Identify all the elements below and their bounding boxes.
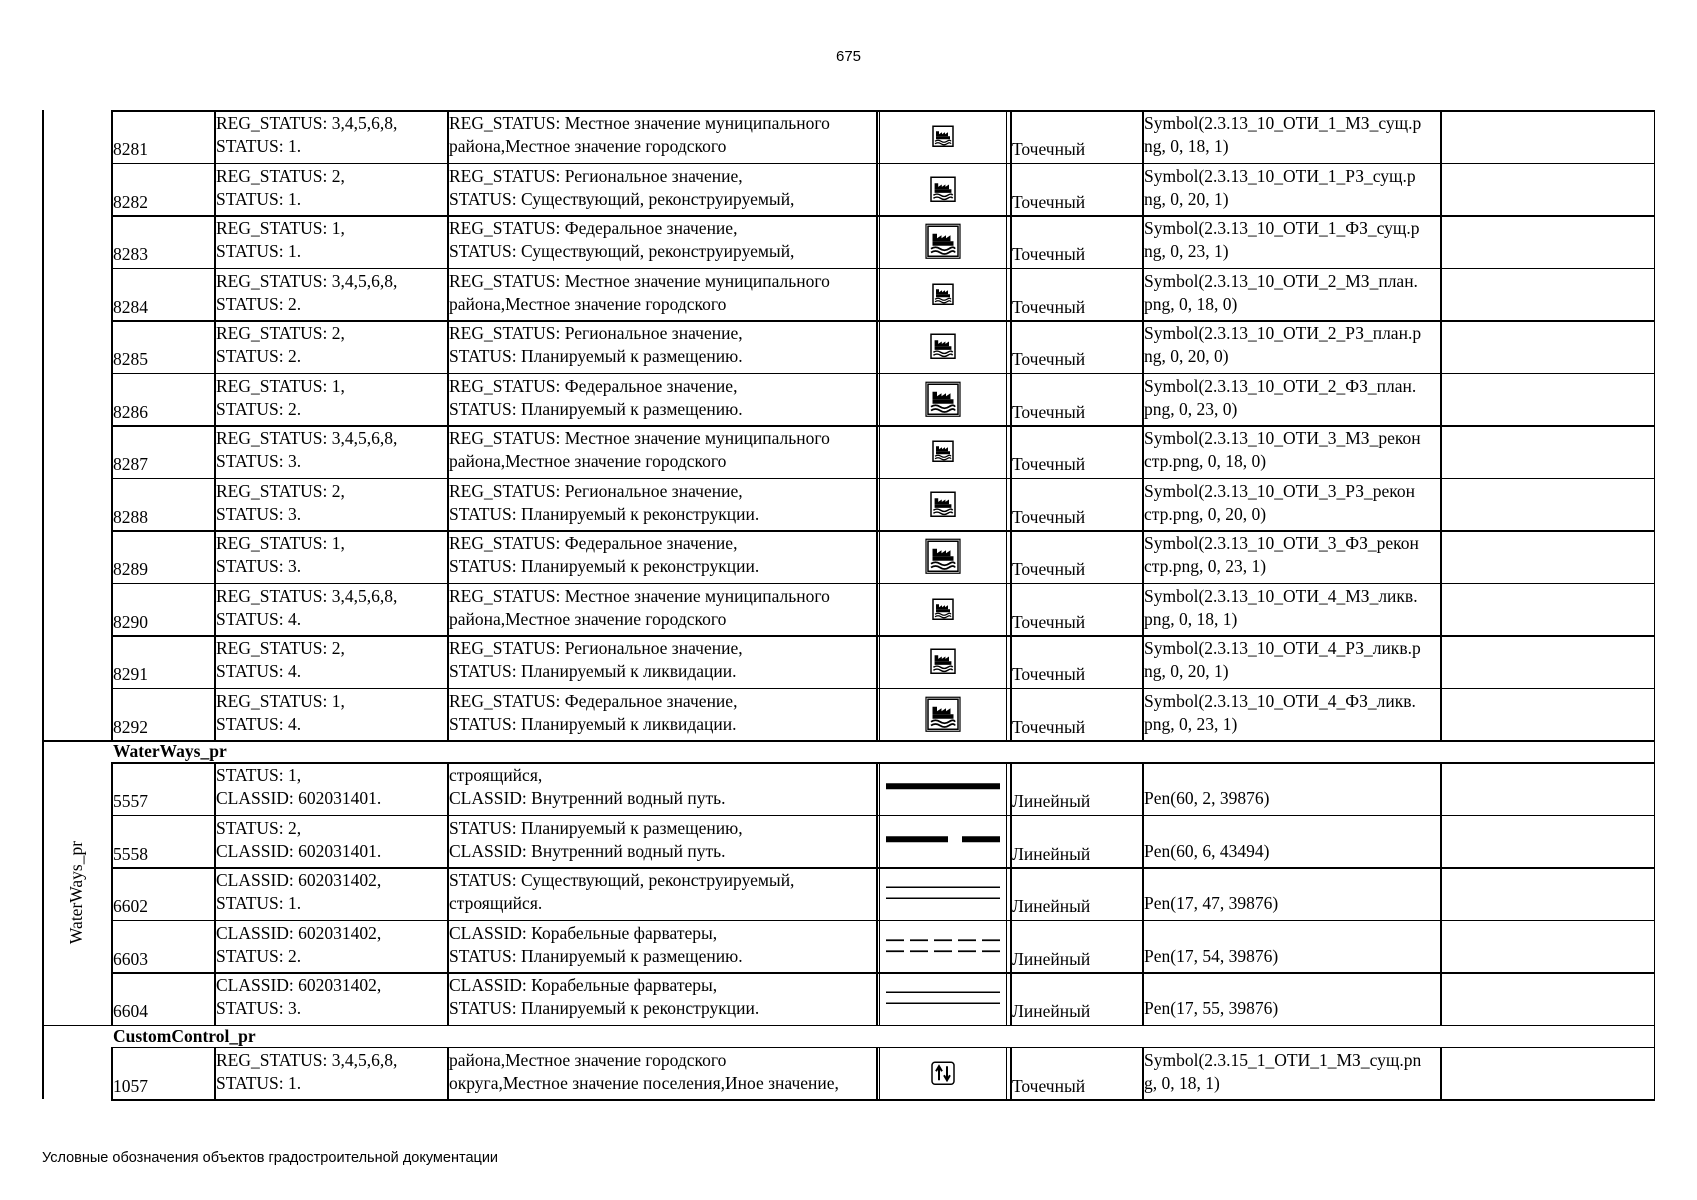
style-cell xyxy=(1144,637,1438,683)
description-cell-line: CLASSID: Корабельные фарватеры, xyxy=(449,922,718,943)
code-cell xyxy=(113,401,212,424)
style-cell-line xyxy=(1144,817,1438,840)
description-cell xyxy=(449,217,874,263)
type-cell-line: Точечный xyxy=(1012,244,1086,264)
condition-cell-line: CLASSID: 602031402, xyxy=(216,922,382,943)
condition-cell xyxy=(216,165,445,211)
condition-cell-line: STATUS: 2. xyxy=(216,346,302,366)
table-rule xyxy=(111,762,113,1025)
code-cell xyxy=(113,348,212,371)
condition-cell-line: REG_STATUS: 1, xyxy=(216,690,345,711)
type-cell-line: Точечный xyxy=(1012,559,1086,579)
description-cell-line: STATUS: Планируемый к размещению. xyxy=(449,346,743,366)
table-rule xyxy=(447,1047,449,1100)
description-cell-line: строящийся. xyxy=(449,893,543,913)
factory-icon-small xyxy=(880,428,1006,475)
type-cell-line: Точечный xyxy=(1012,454,1086,474)
factory-icon-large xyxy=(880,533,1006,580)
condition-cell-line: STATUS: 4. xyxy=(216,661,302,681)
section-title: WaterWays_pr xyxy=(113,741,227,761)
factory-icon-large xyxy=(880,376,1006,423)
condition-cell-line: REG_STATUS: 2, xyxy=(216,323,345,343)
thick-dashed-line xyxy=(880,818,1006,865)
description-cell-line: CLASSID: Корабельные фарватеры, xyxy=(449,975,718,995)
table-rule xyxy=(879,762,880,1025)
style-cell xyxy=(1144,869,1438,915)
code-cell xyxy=(113,296,212,319)
type-cell xyxy=(1012,296,1140,319)
condition-cell-line: STATUS: 3. xyxy=(216,451,302,471)
table-rule xyxy=(876,110,878,740)
condition-cell-line: REG_STATUS: 1, xyxy=(216,218,345,238)
factory-icon-medium xyxy=(880,323,1006,370)
code-cell-line: 5558 xyxy=(113,843,148,864)
code-cell-line: 8286 xyxy=(113,401,148,422)
type-cell xyxy=(1012,453,1140,476)
description-cell-line: REG_STATUS: Региональное значение, xyxy=(449,323,743,343)
table-rule xyxy=(111,1099,1655,1101)
description-cell xyxy=(449,322,874,368)
condition-cell-line: CLASSID: 602031402, xyxy=(216,870,382,890)
style-cell-line: Symbol(2.3.13_10_ОТИ_3_РЗ_рекон xyxy=(1144,480,1415,501)
double-solid-line xyxy=(880,975,1006,1022)
code-cell-line: 8283 xyxy=(113,244,148,264)
style-cell xyxy=(1144,322,1438,368)
condition-cell-line: REG_STATUS: 1, xyxy=(216,533,345,553)
code-cell xyxy=(113,506,212,529)
table-rule xyxy=(879,1047,880,1100)
style-cell-line: png, 0, 18, 0) xyxy=(1144,293,1238,314)
code-cell-line: 8289 xyxy=(113,559,148,579)
factory-icon-large xyxy=(880,218,1006,265)
condition-cell-line: REG_STATUS: 3,4,5,6,8, xyxy=(216,113,398,133)
type-cell xyxy=(1012,790,1140,813)
style-cell-line: Pen(60, 2, 39876) xyxy=(1144,788,1270,808)
condition-cell xyxy=(216,322,445,368)
description-cell xyxy=(449,480,874,526)
condition-cell xyxy=(216,585,445,631)
condition-cell xyxy=(216,112,445,158)
type-cell xyxy=(1012,895,1140,918)
condition-cell-line: STATUS: 1. xyxy=(216,1072,302,1093)
table-rule xyxy=(1006,762,1007,1025)
condition-cell-line: STATUS: 2. xyxy=(216,398,302,419)
table-rule xyxy=(214,110,216,740)
style-cell-line xyxy=(1144,922,1438,945)
table-rule xyxy=(214,1047,216,1100)
type-cell xyxy=(1012,948,1140,971)
condition-cell xyxy=(216,480,445,526)
type-cell xyxy=(1012,243,1140,266)
style-cell-line: Symbol(2.3.13_10_ОТИ_4_ФЗ_ликв. xyxy=(1144,690,1416,711)
condition-cell xyxy=(216,869,445,915)
condition-cell-line: REG_STATUS: 3,4,5,6,8, xyxy=(216,1049,398,1070)
table-rule xyxy=(876,1047,878,1100)
group-label: WaterWays_pr xyxy=(66,841,87,945)
type-cell-line: Точечный xyxy=(1012,716,1086,737)
style-cell-line: g, 0, 18, 1) xyxy=(1144,1072,1220,1093)
description-cell xyxy=(449,585,874,631)
description-cell-line: района,Местное значение городского xyxy=(449,451,727,471)
description-cell xyxy=(449,112,874,158)
table-rule xyxy=(1654,110,1656,740)
description-cell-line: CLASSID: Внутренний водный путь. xyxy=(449,788,726,808)
factory-icon-large xyxy=(880,691,1006,738)
condition-cell-line: CLASSID: 602031401. xyxy=(216,788,382,808)
style-cell-line: Symbol(2.3.13_10_ОТИ_2_РЗ_план.p xyxy=(1144,323,1422,343)
table-rule xyxy=(1654,762,1656,1025)
condition-cell-line: REG_STATUS: 3,4,5,6,8, xyxy=(216,270,398,291)
condition-cell-line: REG_STATUS: 3,4,5,6,8, xyxy=(216,428,398,448)
description-cell xyxy=(449,764,874,810)
table-rule xyxy=(42,110,44,740)
table-rule xyxy=(1654,740,1656,762)
code-cell xyxy=(113,948,212,971)
description-cell-line: REG_STATUS: Региональное значение, xyxy=(449,165,743,186)
table-rule xyxy=(1010,1047,1012,1100)
table-rule xyxy=(1006,1047,1007,1100)
condition-cell-line: STATUS: 1. xyxy=(216,136,302,156)
factory-icon-medium xyxy=(880,166,1006,213)
condition-cell-line: STATUS: 3. xyxy=(216,556,302,576)
code-cell-line: 8282 xyxy=(113,191,148,212)
condition-cell-line: REG_STATUS: 2, xyxy=(216,165,345,186)
condition-cell-line: CLASSID: 602031401. xyxy=(216,840,382,861)
description-cell-line: STATUS: Планируемый к размещению. xyxy=(449,945,743,966)
table-rule xyxy=(111,1047,113,1100)
code-cell xyxy=(113,453,212,476)
code-cell xyxy=(113,558,212,581)
type-cell-line: Точечный xyxy=(1012,506,1086,527)
code-cell xyxy=(113,790,212,813)
table-rule xyxy=(1142,110,1144,740)
type-cell xyxy=(1012,663,1140,686)
style-cell-line: Pen(60, 6, 43494) xyxy=(1144,840,1270,861)
condition-cell-line: REG_STATUS: 2, xyxy=(216,480,345,501)
type-cell-line: Точечный xyxy=(1012,191,1086,212)
description-cell-line: района,Местное значение городского xyxy=(449,293,727,314)
style-cell-line: Pen(17, 54, 39876) xyxy=(1144,945,1279,966)
style-cell xyxy=(1144,974,1438,1020)
table-rule xyxy=(1654,1047,1656,1100)
code-cell xyxy=(113,138,212,161)
style-cell-line: ng, 0, 20, 0) xyxy=(1144,346,1229,366)
style-cell-line: стр.png, 0, 23, 1) xyxy=(1144,556,1267,576)
table-rule xyxy=(1010,110,1012,740)
description-cell-line: STATUS: Планируемый к размещению, xyxy=(449,817,743,838)
condition-cell-line: REG_STATUS: 1, xyxy=(216,375,345,396)
type-cell-line: Точечный xyxy=(1012,401,1086,422)
type-cell-line: Точечный xyxy=(1012,349,1086,369)
type-cell xyxy=(1012,843,1140,866)
page-number: 675 xyxy=(835,48,862,65)
style-cell-line: png, 0, 23, 1) xyxy=(1144,713,1238,734)
style-cell xyxy=(1144,532,1438,578)
factory-icon-small xyxy=(880,586,1006,633)
condition-cell xyxy=(216,1049,445,1095)
style-cell xyxy=(1144,922,1438,968)
style-cell-line: Symbol(2.3.13_10_ОТИ_2_ФЗ_план. xyxy=(1144,375,1417,396)
code-cell xyxy=(113,1075,212,1098)
double-dashed-line xyxy=(880,923,1006,970)
description-cell-line: STATUS: Планируемый к реконструкции. xyxy=(449,998,760,1018)
table-rule xyxy=(1440,1047,1442,1100)
description-cell-line: района,Местное значение городского xyxy=(449,608,727,629)
description-cell xyxy=(449,869,874,915)
code-cell-line: 6604 xyxy=(113,1001,148,1021)
condition-cell xyxy=(216,817,445,863)
table-rule xyxy=(447,110,449,740)
style-cell-line: Pen(17, 47, 39876) xyxy=(1144,893,1279,913)
description-cell-line: REG_STATUS: Местное значение муниципального xyxy=(449,428,830,448)
description-cell-line: REG_STATUS: Федеральное значение, xyxy=(449,375,738,396)
description-cell-line: REG_STATUS: Местное значение муниципального xyxy=(449,113,830,133)
condition-cell xyxy=(216,922,445,968)
table-rule xyxy=(42,1025,1655,1027)
code-cell-line: 8287 xyxy=(113,454,148,474)
code-cell xyxy=(113,611,212,634)
table-rule xyxy=(1142,762,1144,1025)
style-cell xyxy=(1144,690,1438,736)
condition-cell xyxy=(216,764,445,810)
style-cell xyxy=(1144,1049,1438,1095)
table-rule xyxy=(1010,762,1012,1025)
type-cell xyxy=(1012,191,1140,214)
description-cell-line: района,Местное значение городского xyxy=(449,1049,727,1070)
type-cell xyxy=(1012,506,1140,529)
arrows-box-icon xyxy=(880,1050,1006,1097)
description-cell xyxy=(449,922,874,968)
type-cell xyxy=(1012,348,1140,371)
table-rule xyxy=(447,762,449,1025)
condition-cell-line: STATUS: 4. xyxy=(216,608,302,629)
code-cell-line: 6603 xyxy=(113,948,148,969)
condition-cell-line: STATUS: 1. xyxy=(216,188,302,209)
table-rule xyxy=(214,762,216,1025)
style-cell-line xyxy=(1144,869,1438,892)
style-cell-line: Symbol(2.3.13_10_ОТИ_1_РЗ_сущ.p xyxy=(1144,165,1416,186)
condition-cell xyxy=(216,217,445,263)
type-cell xyxy=(1012,611,1140,634)
style-cell-line: Symbol(2.3.13_10_ОТИ_4_МЗ_ликв. xyxy=(1144,585,1418,606)
table-rule xyxy=(1440,110,1442,740)
condition-cell-line: STATUS: 2. xyxy=(216,945,302,966)
type-cell-line: Точечный xyxy=(1012,296,1086,317)
code-cell-line: 8281 xyxy=(113,139,148,159)
style-cell xyxy=(1144,112,1438,158)
style-cell-line: ng, 0, 20, 1) xyxy=(1144,188,1229,209)
type-cell-line: Точечный xyxy=(1012,139,1086,159)
description-cell-line: STATUS: Существующий, реконструируемый, xyxy=(449,870,795,890)
factory-icon-small xyxy=(880,271,1006,318)
condition-cell-line: REG_STATUS: 2, xyxy=(216,638,345,658)
type-cell xyxy=(1012,716,1140,739)
description-cell xyxy=(449,974,874,1020)
style-cell-line: Symbol(2.3.13_10_ОТИ_3_МЗ_рекон xyxy=(1144,428,1421,448)
description-cell-line: округа,Местное значение поселения,Иное значение, xyxy=(449,1072,839,1093)
condition-cell-line: STATUS: 2, xyxy=(216,817,302,838)
style-cell-line: png, 0, 23, 0) xyxy=(1144,398,1238,419)
style-cell xyxy=(1144,270,1438,316)
condition-cell-line: CLASSID: 602031402, xyxy=(216,975,382,995)
condition-cell xyxy=(216,270,445,316)
condition-cell-line: STATUS: 3. xyxy=(216,998,302,1018)
table-rule xyxy=(879,110,880,740)
condition-cell-line: STATUS: 3. xyxy=(216,503,302,524)
factory-icon-medium xyxy=(880,638,1006,685)
type-cell-line: Линейный xyxy=(1012,896,1091,916)
style-cell-line: Symbol(2.3.13_10_ОТИ_1_МЗ_сущ.p xyxy=(1144,113,1422,133)
style-cell-line: Symbol(2.3.13_10_ОТИ_1_ФЗ_сущ.p xyxy=(1144,218,1420,238)
description-cell xyxy=(449,375,874,421)
style-cell-line: Symbol(2.3.15_1_ОТИ_1_МЗ_сущ.pn xyxy=(1144,1049,1422,1070)
description-cell-line: REG_STATUS: Федеральное значение, xyxy=(449,533,738,553)
code-cell-line: 8285 xyxy=(113,349,148,369)
condition-cell xyxy=(216,690,445,736)
style-cell xyxy=(1144,585,1438,631)
code-cell-line: 8288 xyxy=(113,506,148,527)
code-cell xyxy=(113,716,212,739)
description-cell-line: STATUS: Существующий, реконструируемый, xyxy=(449,241,795,261)
condition-cell-line: STATUS: 4. xyxy=(216,713,302,734)
table-rule xyxy=(1142,1047,1144,1100)
style-cell xyxy=(1144,165,1438,211)
description-cell xyxy=(449,532,874,578)
type-cell-line: Линейный xyxy=(1012,1001,1091,1021)
condition-cell xyxy=(216,427,445,473)
description-cell xyxy=(449,427,874,473)
code-cell xyxy=(113,1000,212,1023)
code-cell-line: 8292 xyxy=(113,716,148,737)
style-cell xyxy=(1144,817,1438,863)
condition-cell-line: STATUS: 1. xyxy=(216,241,302,261)
condition-cell xyxy=(216,532,445,578)
type-cell xyxy=(1012,1075,1140,1098)
code-cell-line: 8291 xyxy=(113,664,148,684)
code-cell-line: 8290 xyxy=(113,611,148,632)
code-cell-line: 1057 xyxy=(113,1075,148,1096)
description-cell-line: STATUS: Планируемый к ликвидации. xyxy=(449,661,737,681)
type-cell-line: Линейный xyxy=(1012,843,1091,864)
table-rule xyxy=(111,110,113,740)
description-cell-line: REG_STATUS: Региональное значение, xyxy=(449,638,743,658)
table-rule xyxy=(42,762,44,1025)
description-cell xyxy=(449,165,874,211)
type-cell-line: Линейный xyxy=(1012,791,1091,811)
code-cell xyxy=(113,843,212,866)
code-cell-line: 5557 xyxy=(113,791,148,811)
code-cell xyxy=(113,191,212,214)
description-cell-line: REG_STATUS: Федеральное значение, xyxy=(449,690,738,711)
description-cell xyxy=(449,817,874,863)
style-cell xyxy=(1144,375,1438,421)
type-cell xyxy=(1012,1000,1140,1023)
description-cell xyxy=(449,690,874,736)
code-cell-line: 6602 xyxy=(113,896,148,916)
condition-cell-line: STATUS: 1. xyxy=(216,893,302,913)
style-cell-line: Symbol(2.3.13_10_ОТИ_2_МЗ_план. xyxy=(1144,270,1418,291)
style-cell xyxy=(1144,427,1438,473)
style-cell-line xyxy=(1144,974,1438,997)
condition-cell-line: STATUS: 1, xyxy=(216,765,302,785)
description-cell-line: строящийся, xyxy=(449,765,543,785)
page-footer: Условные обозначения объектов градостроительной документации xyxy=(42,1150,499,1166)
condition-cell xyxy=(216,637,445,683)
type-cell-line: Точечный xyxy=(1012,611,1086,632)
table-rule xyxy=(876,762,878,1025)
thick-solid-line xyxy=(880,765,1006,812)
description-cell-line: STATUS: Планируемый к размещению. xyxy=(449,398,743,419)
factory-icon-small xyxy=(880,113,1006,160)
style-cell-line: стр.png, 0, 18, 0) xyxy=(1144,451,1267,471)
style-cell-line: Symbol(2.3.13_10_ОТИ_3_ФЗ_рекон xyxy=(1144,533,1419,553)
style-cell xyxy=(1144,480,1438,526)
type-cell xyxy=(1012,138,1140,161)
description-cell-line: CLASSID: Внутренний водный путь. xyxy=(449,840,726,861)
table-rule xyxy=(42,1025,44,1047)
style-cell-line: Pen(17, 55, 39876) xyxy=(1144,998,1279,1018)
type-cell-line: Линейный xyxy=(1012,948,1091,969)
condition-cell-line: STATUS: 2. xyxy=(216,293,302,314)
style-cell-line: Symbol(2.3.13_10_ОТИ_4_РЗ_ликв.p xyxy=(1144,638,1421,658)
description-cell-line: REG_STATUS: Региональное значение, xyxy=(449,480,743,501)
type-cell-line: Точечный xyxy=(1012,1075,1086,1096)
table-rule xyxy=(1654,1025,1656,1047)
type-cell xyxy=(1012,401,1140,424)
code-cell-line: 8284 xyxy=(113,296,148,317)
code-cell xyxy=(113,895,212,918)
style-cell-line: ng, 0, 18, 1) xyxy=(1144,136,1229,156)
section-title: CustomControl_pr xyxy=(113,1025,256,1046)
description-cell-line: STATUS: Планируемый к ликвидации. xyxy=(449,713,737,734)
description-cell-line: района,Местное значение городского xyxy=(449,136,727,156)
description-cell-line: STATUS: Существующий, реконструируемый, xyxy=(449,188,795,209)
type-cell xyxy=(1012,558,1140,581)
description-cell-line: REG_STATUS: Местное значение муниципального xyxy=(449,585,830,606)
code-cell xyxy=(113,663,212,686)
description-cell-line: STATUS: Планируемый к реконструкции. xyxy=(449,556,760,576)
factory-icon-medium xyxy=(880,481,1006,528)
code-cell xyxy=(113,243,212,266)
style-cell xyxy=(1144,764,1438,810)
type-cell-line: Точечный xyxy=(1012,664,1086,684)
style-cell-line: ng, 0, 23, 1) xyxy=(1144,241,1229,261)
condition-cell xyxy=(216,375,445,421)
style-cell-line: стр.png, 0, 20, 0) xyxy=(1144,503,1267,524)
condition-cell-line: REG_STATUS: 3,4,5,6,8, xyxy=(216,585,398,606)
icon-frame xyxy=(932,1062,954,1084)
table-rule xyxy=(1440,762,1442,1025)
table-rule xyxy=(42,740,44,762)
table-rule xyxy=(1006,110,1007,740)
description-cell xyxy=(449,270,874,316)
table-rule xyxy=(42,1047,44,1100)
description-cell xyxy=(449,1049,874,1095)
style-cell-line: ng, 0, 20, 1) xyxy=(1144,661,1229,681)
description-cell xyxy=(449,637,874,683)
style-cell-line xyxy=(1144,764,1438,787)
table-rule xyxy=(42,740,1655,742)
description-cell-line: STATUS: Планируемый к реконструкции. xyxy=(449,503,760,524)
condition-cell xyxy=(216,974,445,1020)
style-cell-line: png, 0, 18, 1) xyxy=(1144,608,1238,629)
style-cell xyxy=(1144,217,1438,263)
double-solid-line xyxy=(880,870,1006,917)
description-cell-line: REG_STATUS: Федеральное значение, xyxy=(449,218,738,238)
description-cell-line: REG_STATUS: Местное значение муниципального xyxy=(449,270,830,291)
